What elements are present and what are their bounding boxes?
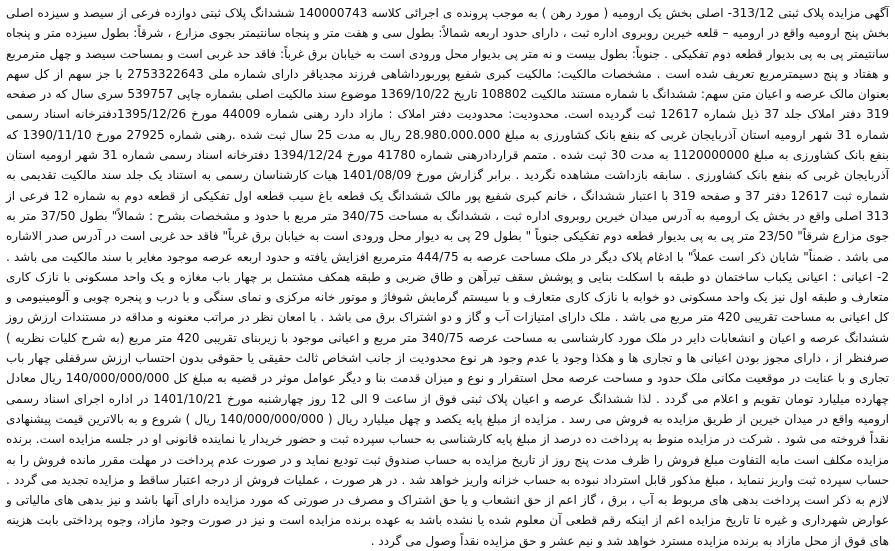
- auction-notice-text: آگهی مزایده پلاک ثبتی 313/12- اصلی بخش یک ارومیه ( مورد رهن ) به موجب پرونده ی اجرائی کلاسه 140000743 ششدانگ پلاک ثبتی دوازده فرعی از سیصد و سیزده اصلی بخش پنج ارومیه واقع در ارومیه – قلعه خیرین روبروی اداره ثبت ، دارای حدود اربعه شمالاً: بطول سی و هفت متر و پنجاه سانتیمتر بجوی مزارع ، شرقاً: بطول سیزده متر و پنجاه سانتیمتر پی به پی بدیوار قطعه دوم تفکیکی . جنوباً: بطول بیست و نه متر پی بدیوار محل ورودی است به خیابان برق غرباً: فاقد حد غربی است و بمساحت سیصد و چهل مترمربع و هفتاد و پنج دسیمترمربع تعریف شده است . مشخصات مالکیت: مالکیت کبری شفیع پوربورداشاهی فرزند مجدیاقر دارای شماره ملی 2753322643 با جز سهم از کل سهم بعنوان مالک عرصه و اعیان متن سهم: ششدانگ با شماره مستند مالکیت 108802 تاریخ 1369/10/22 موضوع سند مالکیت اصلی بشماره چاپی 539757 سری سال که در صفحه 319 دفتر املاک جلد 37 ذیل شماره 12617 ثبت گردیده است. محدودیت: محدودیت دفتر املاک : مازاد دارد رهنی شماره 44009 مورخ 1395/12/26دفترخانه اسناد رسمی شماره 31 شهر ارومیه استان آذربایجان غربی که بنفع بانک کشاورزی به مبلغ 28.980.000.000 ریال به مدت 25 سال ثبت شده .رهنی شماره 27925 مورخ 1390/11/10 که بنفع بانک کشاورزی به مبلغ 1120000000 به مدت 30 ثبت شده . متمم قراردادرهنی شماره 41780 مورخ 1394/12/24 دفترخانه اسناد رسمی شماره 31 شهر ارومیه استان آذربایجان غربی که بنفع بانک کشاورزی . سابقه بازداشت مشاهده نگردید . برابر گزارش مورخ 1401/08/09 هیات کارشناسان رسمی به استناد یک جلد سند مالکیت تقدیمی به شماره ثبت 12617 دفتر 37 و صفحه 319 با اعتبار ششدانگ ، خانم کبری شفیع پور مالک ششدانگ یک قطعه باغ سیب قطعه اول تفکیکی از قطعه دوم به شماره 12 فرعی از 313 اصلی واقع در بخش یک ارومیه به آدرس میدان خیرین روبروی اداره ثبت ، ششدانگ به مساحت 340/75 متر مربع با حدود و مشخصات بشرح : شمالاً" بطول 37/50 متر به جوی مزارع شرقاً" 23/50 متر پی به پی بدیوار قطعه دوم تفکیکی جنوباً " بطول 29 پی به دیوار محل ورودی است به خیابان برق غرباً" فاقد حد غربی است در آدرس صدر الاشاره می باشد . ضمناً" شایان ذکر است عملاً" با ادغام پلاک دیگر در ملک مساحت عرصه به 444/75 مترمربع افزایش یافته و حدود اربعه عرصه موجود مغایر با سند مالکیت می باشد . 2- اعیانی : اعیانی یکباب ساختمان دو طبقه با اسکلت بنایی و پوشش سقف تیرآهن و طاق ضربی و طبقه همکف مشتمل بر چهار باب مغازه و یک واحد مسکونی با نازک کاری متعارف و طبقه اول نیز یک واحد مسکونی دو خوابه با نازک کاری متعارف و با سیستم گرمایش شوفاژ و موتور خانه مرکزی و نمای سنگی و با درب و پنجره چوبی و آلومینیومی و کل اعیانی به مساحت تقریبی 420 متر مربع می باشد . ملک دارای امتیازات آب و گاز و دو اشتراک برق می باشد . با امعان نظر در مراتب معنونه و مداقه در مستندات ارزش روز ششدانگ عرصه و اعیان و انشعابات دایر در ملک مورد کارشناسی به مساحت عرصه 340/75 متر مربع و اعیانی موجود با زیربنای تقریبی 420 متر مربع (به شرح کلیات نظریه ) صرفنظر از ، دارای مجوز بودن اعیانی ها و تجاری ها و هکذا وجود یا عدم وجود هر نوع محدودیت از جانب اشخاص ثالث حقیقی یا حقوقی بدون احتساب ارزش سرقفلی چهار باب تجاری و با عنایت در موقعیت مکانی ملک حدود و مساحت عرصه محل استقرار و نوع و میزان قدمت بنا و دیگر عوامل موثر در قضیه به مبلغ کل 140/000/000/000 ریال معادل چهارده میلیارد تومان تقویم و اعلام می گردد . لذا ششدانگ عرصه و اعیان پلاک ثبتی فوق از ساعت 9 الی 12 روز چهارشنبه مورخ 1401/10/21 در اداره اجرای اسناد رسمی ارومیه واقع در میدان خیرین از طریق مزایده به فروش می رسد . مزایده از مبلغ پایه یکصد و چهل میلیارد ریال ( 140/000/000/000 ریال ) شروع و به بالاترین قیمت پیشنهادی نقداً فروخته می شود . شرکت در مزایده منوط به پرداخت ده درصد از مبلغ پایه کارشناسی به حساب سپرده ثبت و حضور خریدار یا نماینده قانونی او در جلسه مزایده است. برنده مزایده مکلف است مابه التفاوت مبلغ فروش را ظرف مدت پنج روز از تاریخ مزایده به حساب صندوق ثبت تودیع نماید و در صورت عدم پرداخت در مهلت مقرر مانده فروش را به حساب سپرده ثبت واریز ننماید ، مبلغ مذکور قابل استرداد نبوده به حساب خزانه واریز خواهد شد . در هر صورت ، عملیات فروش از درجه اعتبار ساقط و مزایده تجدید می گردد . لازم به ذکر است پرداخت بدهی های مربوط به آب ، برق ، گاز اعم از حق انشعاب و یا حق اشتراک و مصرف در صورتی که مورد مزایده دارای آنها باشد و نیز بدهی های مالیاتی و عوارض شهرداری و غیره تا تاریخ مزایده اعم از اینکه رقم قطعی آن معلوم شده یا نشده باشد به عهده برنده مزایده است و نیز در صورت وجود مازاد، وجوه پرداختی بابت هزینه های فوق از محل مازاد به برنده مزایده مسترد خواهد شد و نیم عشر و حق مزایده نقداً وصول می گردد .: [6, 6, 890, 548]
